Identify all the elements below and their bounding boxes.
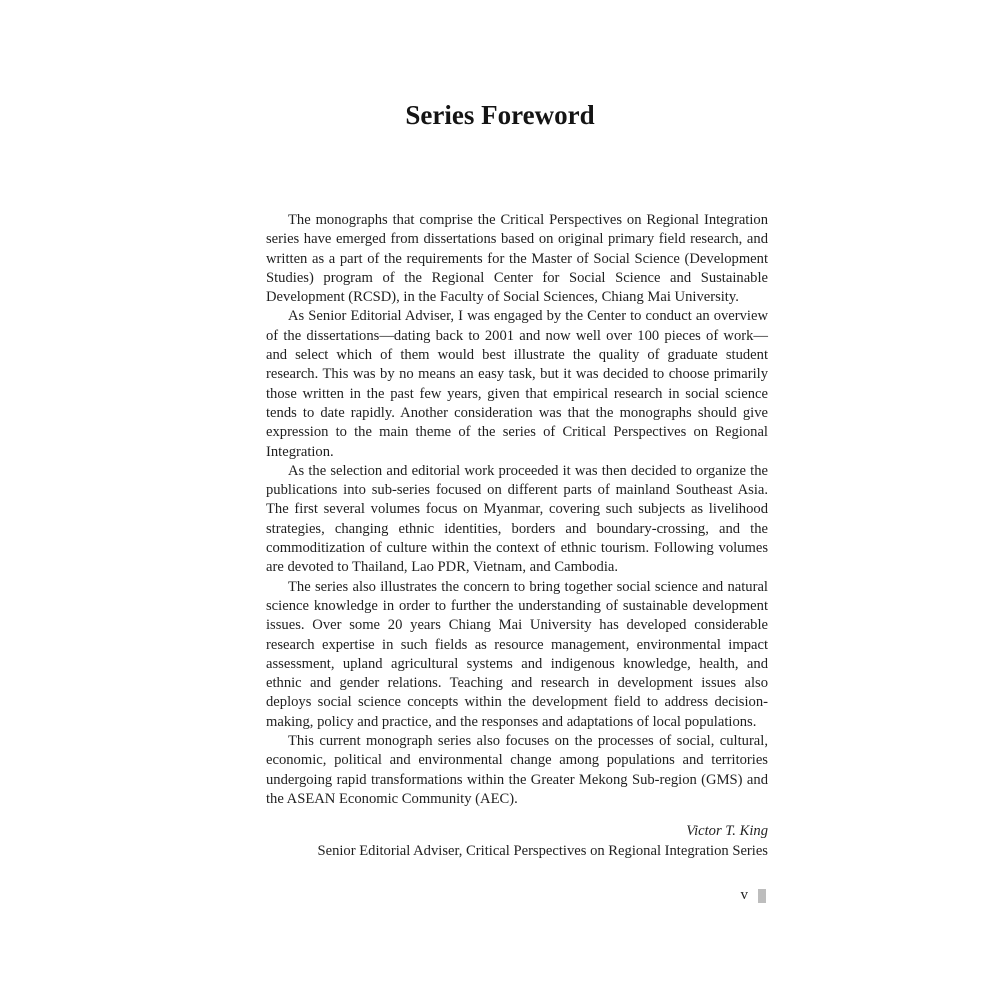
paragraph-4: The series also illustrates the concern to bring together social science and natural science knowledge in order to further the understanding of sustainable development issues. Over some 20 years Chiang Mai University has developed considerable research expertise in such fields as resource management, environmental impact assessment, upland agricultural systems and indigenous knowledge, health, and ethnic and gender relations. Teaching and research in development issues also deploys social science concepts within the development field to address decision-making, policy and practice, and the responses and adaptations of local populations. [266,578,768,730]
signature-role: Senior Editorial Adviser, Critical Perspectives on Regional Integration Series [317,843,768,859]
paragraph-1: The monographs that comprise the Critical Perspectives on Regional Integration series have emerged from dissertations based on original primary field research, and written as a part of the requirements for the Master of Social Science (Development Studies) program of the Regional Center for Social Science and Sustainable Development (RCSD), in the Faculty of Social Sciences, Chiang Mai University. [266,212,768,306]
signature-block [266,821,768,861]
signature-name: Victor T. King [686,823,768,839]
paragraph-5: This current monograph series also focuses on the processes of social, cultural, economic, political and environmental change among populations and territories undergoing rapid transformations within the Greater Mekong Sub-region (GMS) and the ASEAN Economic Community (AEC). [266,733,768,807]
paragraph-2: As Senior Editorial Adviser, I was engaged by the Center to conduct an overview of the dissertations—dating back to 2001 and now well over 100 pieces of work—and select which of them would best illustrate the quality of graduate student research. This was by no means an easy task, but it was decided to choose primarily those written in the past few years, given that empirical research in social science tends to date rapidly. Another consideration was that the monographs should give expression to the main theme of the series of Critical Perspectives on Regional Integration. [266,308,768,460]
page-footer [741,887,767,904]
page-number: v [740,887,748,903]
page-title: Series Foreword [405,100,595,130]
paragraph-3: As the selection and editorial work proceeded it was then decided to organize the publications into sub-series focused on different parts of mainland Southeast Asia. The first several volumes focus on Myanmar, covering such subjects as livelihood strategies, changing ethnic identities, borders and boundary-crossing, and the commoditization of culture within the context of ethnic tourism. Following volumes are devoted to Thailand, Lao PDR, Vietnam, and Cambodia. [266,462,768,576]
thumb-tab-marker [758,889,766,903]
foreword-body [266,211,768,809]
